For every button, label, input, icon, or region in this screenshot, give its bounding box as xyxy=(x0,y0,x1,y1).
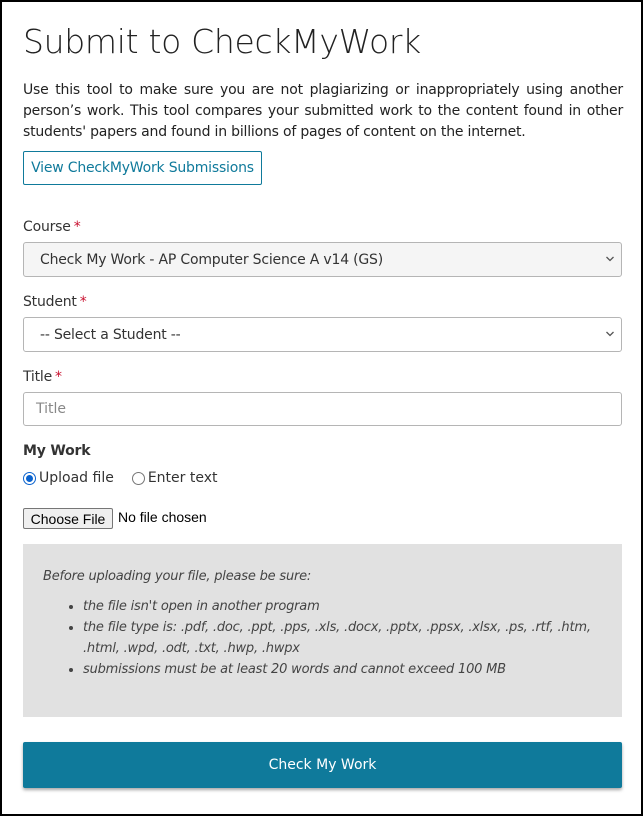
notice-list xyxy=(43,596,602,680)
choose-file-button[interactable]: Choose File xyxy=(23,508,113,529)
title-label-text: Title xyxy=(23,369,53,385)
chevron-down-icon xyxy=(605,254,615,264)
student-label-text: Student xyxy=(23,294,77,310)
my-work-label: My Work xyxy=(23,443,91,459)
title-input-placeholder: Title xyxy=(36,401,67,417)
check-my-work-button[interactable]: Check My Work xyxy=(23,742,622,788)
enter-text-radio[interactable] xyxy=(132,472,145,485)
student-label xyxy=(23,294,87,310)
notice-intro: Before uploading your file, please be sure: xyxy=(43,569,312,584)
student-select-value: -- Select a Student -- xyxy=(40,326,181,343)
upload-file-label[interactable]: Upload file xyxy=(39,470,114,486)
list-item: • the file isn't open in another program xyxy=(83,596,602,617)
course-label xyxy=(23,219,81,235)
course-select-value: Check My Work - AP Computer Science A v14 (GS) xyxy=(40,251,384,268)
course-select[interactable] xyxy=(23,242,622,277)
upload-file-radio[interactable] xyxy=(23,472,36,485)
my-work-options xyxy=(23,469,218,487)
required-marker: * xyxy=(73,219,81,235)
upload-notice xyxy=(23,544,622,717)
page-title: Submit to CheckMyWork xyxy=(23,22,421,61)
enter-text-label[interactable]: Enter text xyxy=(147,470,218,486)
intro-text: Use this tool to make sure you are not plagiarizing or inappropriately using another person’s work. This tool compares your submitted work to the content found in other students' papers and found in billions of pages of content on the internet. xyxy=(23,82,623,140)
file-status: No file chosen xyxy=(118,509,207,525)
view-submissions-button[interactable]: View CheckMyWork Submissions xyxy=(23,151,262,185)
course-label-text: Course xyxy=(23,219,71,235)
title-label xyxy=(23,369,62,385)
student-select[interactable] xyxy=(23,317,622,352)
required-marker: * xyxy=(55,369,62,385)
title-input[interactable] xyxy=(23,392,622,426)
list-item: • submissions must be at least 20 words and cannot exceed 100 MB xyxy=(83,659,602,680)
list-item: • the file type is: .pdf, .doc, .ppt, .pps, .xls, .docx, .pptx, .ppsx, .xlsx, .ps, .rtf, .htm, .html, .wpd, .odt, .txt, .hwp, .hwpx xyxy=(83,617,602,659)
chevron-down-icon xyxy=(605,329,615,339)
required-marker: * xyxy=(79,294,87,310)
